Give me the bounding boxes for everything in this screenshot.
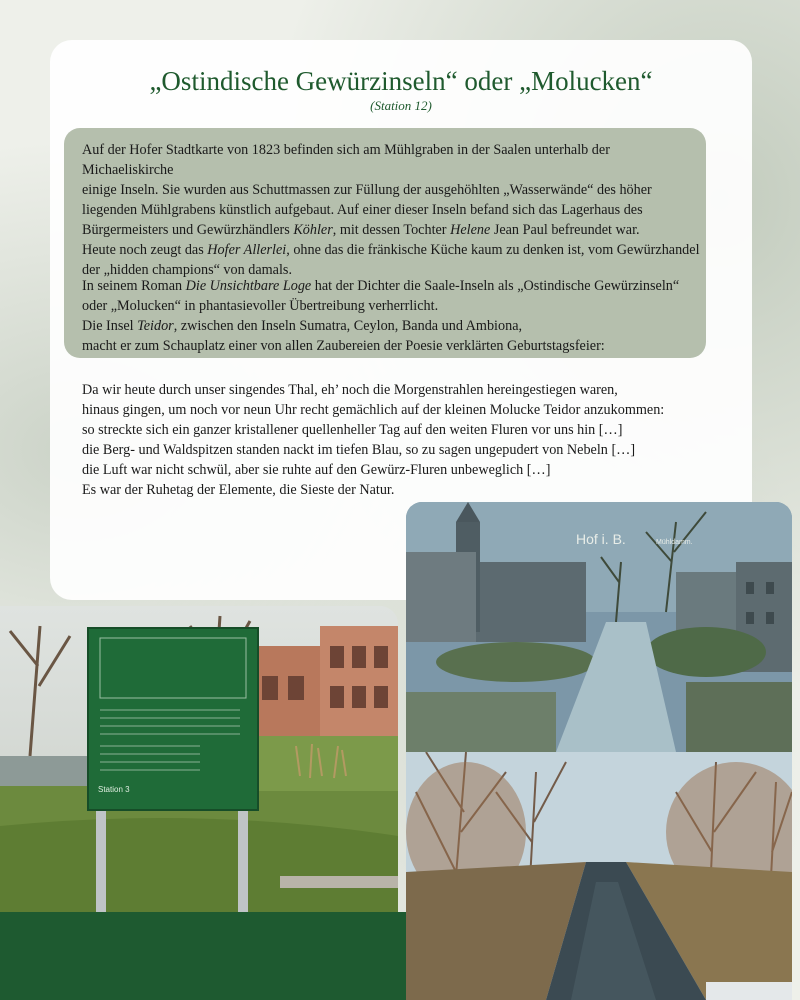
- text-line: In seinem Roman Die Unsichtbare Loge hat der Dichter die Saale-Inseln als „Ostindische Gewürzinseln“: [82, 278, 680, 294]
- text-line: so streckte sich ein ganzer kristallener quellenheller Tag auf den weiten Fluren vor uns hin […]: [82, 422, 623, 438]
- italic-text: Helene: [450, 222, 491, 238]
- text-line: Es war der Ruhetag der Elemente, die Sieste der Natur.: [82, 482, 395, 498]
- text-line: Heute noch zeugt das Hofer Allerlei, ohne das die fränkische Küche kaum zu denken ist, vom Gewürzhandel: [82, 242, 700, 258]
- page-title: „Ostindische Gewürzinseln“ oder „Molucken“: [149, 66, 653, 96]
- text-line: hinaus gingen, um noch vor neun Uhr recht gemächlich auf der kleinen Molucke Teidor anzukommen:: [82, 402, 665, 418]
- text-line: Die Insel Teidor, zwischen den Inseln Sumatra, Ceylon, Banda und Ambiona,: [82, 318, 523, 334]
- text-line: einige Inseln. Sie wurden aus Schuttmassen zur Füllung der ausgehöhlten „Wasserwände“ des höher: [82, 182, 652, 198]
- text-line: Auf der Hofer Stadtkarte von 1823 befinden sich am Mühlgraben in der Saalen unterhalb der Michaeliskirche: [82, 142, 610, 178]
- text-line: der „hidden champions“ von damals.: [82, 262, 292, 278]
- italic-text: Hofer Allerlei,: [207, 242, 290, 258]
- italic-text: Die Unsichtbare Loge: [185, 278, 312, 294]
- river-photo: [406, 752, 792, 1000]
- text-line: liegenden Mühlgrabens künstlich aufgebaut. Auf einer dieser Inseln befand sich das Lagerhaus des: [82, 202, 643, 218]
- roman-paragraph: [82, 276, 702, 356]
- page-subtitle: (Station 12): [370, 98, 432, 113]
- postcard-caption: Hof i. B.: [576, 531, 626, 547]
- footer-bar: [0, 912, 406, 1000]
- intro-paragraph: [82, 140, 702, 280]
- postcard-photo: [406, 502, 792, 752]
- text-line: die Luft war nicht schwül, aber sie ruhte auf den Gewürz-Fluren unbeweglich […]: [82, 462, 551, 478]
- italic-text: Köhler: [293, 222, 333, 238]
- text-line: macht er zum Schauplatz einer von allen Zaubereien der Poesie verklärten Geburtstagsfeier:: [82, 338, 605, 354]
- italic-text: Teidor: [137, 318, 174, 334]
- text-line: die Berg- und Waldspitzen standen nackt im tiefen Blau, so zu sagen ungepudert von Nebeln […]: [82, 442, 636, 458]
- text-line: Bürgermeisters und Gewürzhändlers Köhler, mit dessen Tochter Helene Jean Paul befreundet war.: [82, 222, 640, 238]
- sign-photo: [0, 606, 398, 912]
- text-line: oder „Molucken“ in phantasievoller Übertreibung verherrlicht.: [82, 298, 439, 314]
- text-line: Da wir heute durch unser singendes Thal, eh’ noch die Morgenstrahlen hereingestiegen waren,: [82, 382, 618, 398]
- quote-paragraph: [82, 380, 702, 500]
- sign-station-label: Station 3: [98, 785, 130, 794]
- postcard-subcaption: Mühldamm.: [656, 539, 693, 546]
